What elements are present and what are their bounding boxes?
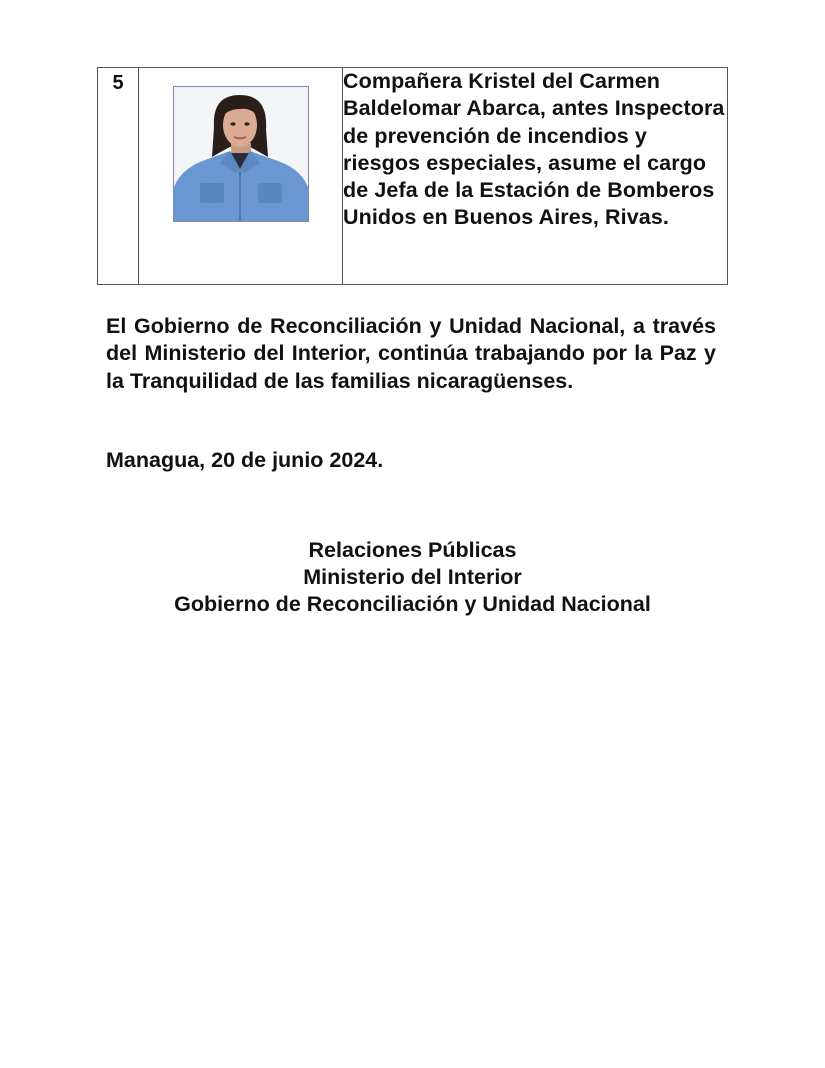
appointment-description: Compañera Kristel del Carmen Baldelomar Abarca, antes Inspectora de prevención de incendios y riesgos especiales, asume el cargo de Jefa de la Estación de Bomberos Unidos en Buenos Aires, Rivas. [343,69,725,230]
portrait-illustration [174,87,308,221]
row-number-cell [98,68,139,285]
dateline: Managua, 20 de junio 2024. [106,448,384,472]
description-cell [343,68,728,285]
photo-cell [139,68,343,285]
portrait-photo [173,86,309,222]
appointments-table [97,67,728,285]
row-number: 5 [112,72,124,94]
closing-paragraph: El Gobierno de Reconciliación y Unidad Nacional, a través del Ministerio del Interior, continúa trabajando por la Paz y la Tranquilidad de las familias nicaragüenses. [106,314,716,393]
signature-line-1: Relaciones Públicas [308,538,517,562]
signature-line-3: Gobierno de Reconciliación y Unidad Nacional [174,592,651,616]
signature-block [0,537,825,618]
signature-line-2: Ministerio del Interior [303,565,522,589]
table-row [98,68,728,285]
